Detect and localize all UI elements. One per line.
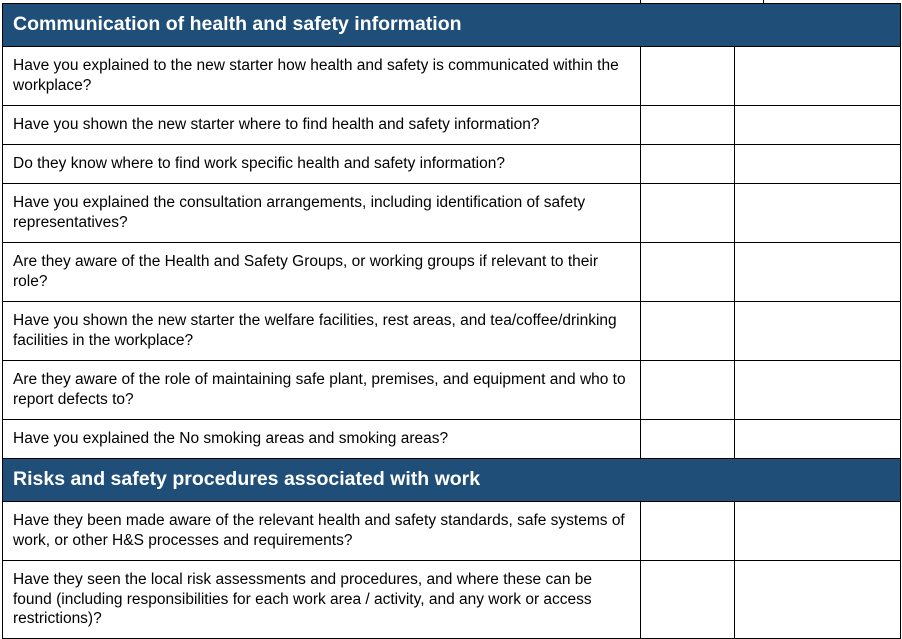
answer-cell[interactable] [641,420,735,459]
answer-cell[interactable] [641,184,735,243]
section-header-risks [3,459,901,502]
answer-cell[interactable] [641,361,735,420]
question-cell: Are they aware of the Health and Safety Groups, or working groups if relevant to their role? [3,243,641,302]
answer-cell[interactable] [641,47,735,106]
question-cell: Have you explained the No smoking areas and smoking areas? [3,420,641,459]
table-row [3,302,901,361]
question-cell: Have they seen the local risk assessments and procedures, and where these can be found (including responsibilities for each work area / activity, and any work or access restrictions)? [3,561,641,639]
notes-cell[interactable] [735,184,901,243]
question-cell: Have you shown the new starter where to find health and safety information? [3,106,641,145]
answer-cell[interactable] [641,302,735,361]
question-cell: Do they know where to find work specific health and safety information? [3,145,641,184]
notes-cell[interactable] [735,302,901,361]
notes-cell[interactable] [735,243,901,302]
table-row [3,502,901,561]
question-cell: Have you explained the consultation arrangements, including identification of safety representatives? [3,184,641,243]
section-title: Risks and safety procedures associated with work [3,459,901,502]
section-title: Communication of health and safety information [3,4,901,47]
table-row [3,420,901,459]
section-header-communication [3,4,901,47]
answer-cell[interactable] [641,502,735,561]
question-cell: Have they been made aware of the relevant health and safety standards, safe systems of work, or other H&S processes and requirements? [3,502,641,561]
answer-cell[interactable] [641,106,735,145]
notes-cell[interactable] [735,361,901,420]
table-row [3,561,901,639]
table-row [3,145,901,184]
notes-cell[interactable] [735,106,901,145]
question-cell: Have you explained to the new starter how health and safety is communicated within the workplace? [3,47,641,106]
answer-cell[interactable] [641,243,735,302]
notes-cell[interactable] [735,561,901,639]
notes-cell[interactable] [735,420,901,459]
answer-cell[interactable] [641,145,735,184]
notes-cell[interactable] [735,145,901,184]
answer-cell[interactable] [641,561,735,639]
notes-cell[interactable] [735,47,901,106]
checklist-table [2,3,901,639]
question-cell: Have you shown the new starter the welfare facilities, rest areas, and tea/coffee/drinking facilities in the workplace? [3,302,641,361]
notes-cell[interactable] [735,502,901,561]
table-row [3,47,901,106]
table-row [3,106,901,145]
table-row [3,243,901,302]
question-cell: Are they aware of the role of maintaining safe plant, premises, and equipment and who to report defects to? [3,361,641,420]
table-row [3,184,901,243]
induction-checklist-page [2,0,901,636]
table-row [3,361,901,420]
